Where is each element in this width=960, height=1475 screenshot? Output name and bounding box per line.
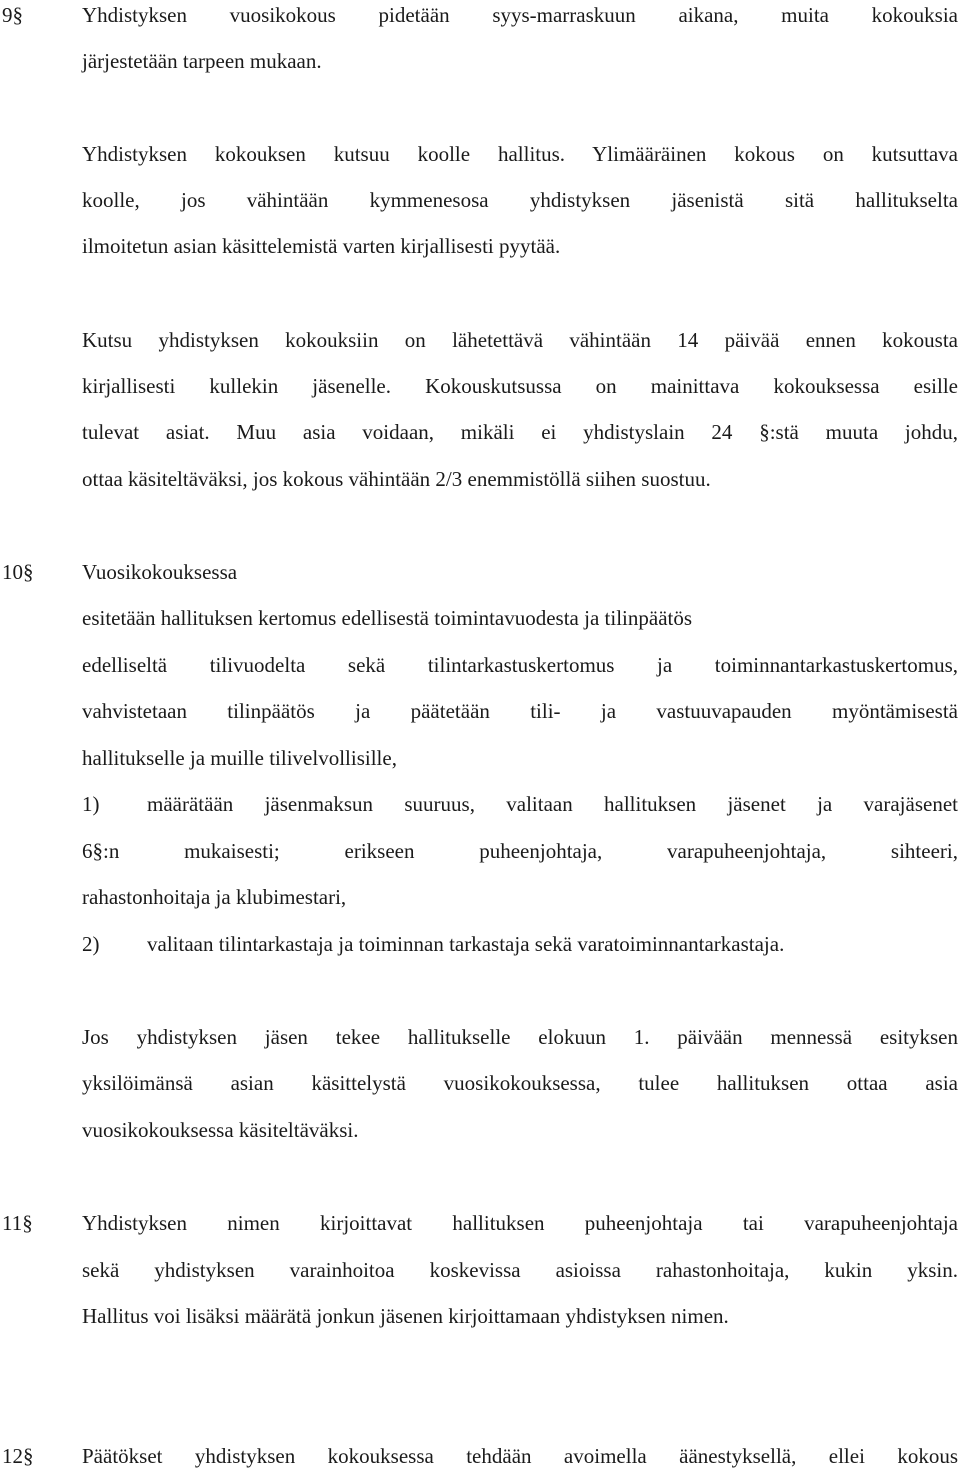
text-line: 6§:n mukaisesti; erikseen puheenjohtaja, varapuheenjohtaja, sihteeri, <box>82 839 958 863</box>
text-line: Jos yhdistyksen jäsen tekee hallitukselle elokuun 1. päivään mennessä esityksen <box>82 1025 958 1049</box>
text-line: esitetään hallituksen kertomus edellisestä toimintavuodesta ja tilinpäätös <box>82 606 693 630</box>
section-number: 9§ <box>2 3 23 27</box>
text-line: ilmoitetun asian käsittelemistä varten kirjallisesti pyytää. <box>82 234 561 258</box>
list-item-text: valitaan tilintarkastaja ja toiminnan tarkastaja sekä varatoiminnantarkastaja. <box>147 932 785 956</box>
text-line: järjestetään tarpeen mukaan. <box>82 49 322 73</box>
list-item-number: 1) <box>82 792 100 816</box>
text-line: Hallitus voi lisäksi määrätä jonkun jäsenen kirjoittamaan yhdistyksen nimen. <box>82 1304 729 1328</box>
section-number: 10§ <box>2 560 34 584</box>
text-line: Yhdistyksen kokouksen kutsuu koolle hallitus. Ylimääräinen kokous on kutsuttava <box>82 142 958 166</box>
text-line: tulevat asiat. Muu asia voidaan, mikäli ei yhdistyslain 24 §:stä muuta johdu, <box>82 420 958 444</box>
text-line: edelliseltä tilivuodelta sekä tilintarkastuskertomus ja toiminnantarkastuskertomus, <box>82 653 958 677</box>
text-line: rahastonhoitaja ja klubimestari, <box>82 885 347 909</box>
text-line: vuosikokouksessa käsiteltäväksi. <box>82 1118 359 1142</box>
text-line: yksilöimänsä asian käsittelystä vuosikokouksessa, tulee hallituksen ottaa asia <box>82 1071 958 1095</box>
text-line: kirjallisesti kullekin jäsenelle. Kokouskutsussa on mainittava kokouksessa esille <box>82 374 958 398</box>
text-line: Yhdistyksen nimen kirjoittavat hallituksen puheenjohtaja tai varapuheenjohtaja <box>82 1211 958 1235</box>
text-line: ottaa käsiteltäväksi, jos kokous vähintään 2/3 enemmistöllä siihen suostuu. <box>82 467 711 491</box>
section-number: 12§ <box>2 1444 34 1468</box>
list-item-text: määrätään jäsenmaksun suuruus, valitaan hallituksen jäsenet ja varajäsenet <box>147 792 958 816</box>
text-line: Vuosikokouksessa <box>82 560 238 584</box>
list-item-number: 2) <box>82 932 100 956</box>
section-number: 11§ <box>2 1211 33 1235</box>
text-line: Yhdistyksen vuosikokous pidetään syys-marraskuun aikana, muita kokouksia <box>82 3 958 27</box>
text-line: hallitukselle ja muille tilivelvollisille, <box>82 746 397 770</box>
text-line: Kutsu yhdistyksen kokouksiin on lähetettävä vähintään 14 päivää ennen kokousta <box>82 328 958 352</box>
text-line: Päätökset yhdistyksen kokouksessa tehdään avoimella äänestyksellä, ellei kokous <box>82 1444 958 1468</box>
text-line: vahvistetaan tilinpäätös ja päätetään tili- ja vastuuvapauden myöntämisestä <box>82 699 958 723</box>
text-line: koolle, jos vähintään kymmenesosa yhdistyksen jäsenistä sitä hallitukselta <box>82 188 958 212</box>
text-line: sekä yhdistyksen varainhoitoa koskevissa asioissa rahastonhoitaja, kukin yksin. <box>82 1258 958 1282</box>
